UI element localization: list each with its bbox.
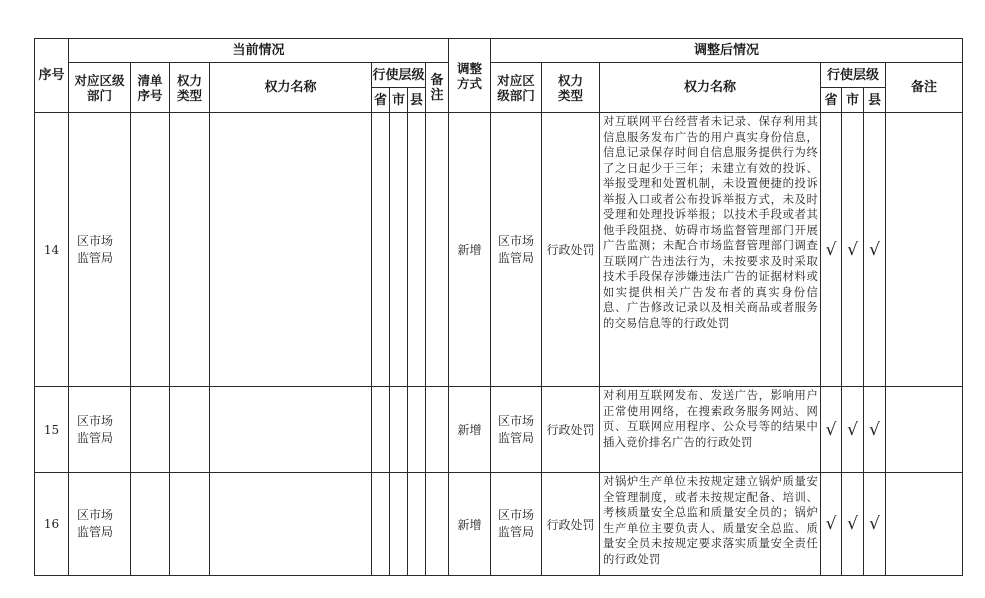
header-current-type (170, 63, 210, 113)
row-current-county (408, 113, 426, 387)
row-current-county (408, 473, 426, 576)
row-current-city (390, 113, 408, 387)
row-current-remark (426, 387, 449, 473)
header-current-name: 权力名称 (210, 63, 372, 113)
row-adjusted-remark (886, 113, 963, 387)
row-current-remark (426, 113, 449, 387)
row-adjusted-dept-text: 区市场监管局 (498, 413, 535, 445)
row-current-dept (69, 113, 131, 387)
row-current-name (210, 387, 372, 473)
row-current-name (210, 113, 372, 387)
header-current-dept (69, 63, 131, 113)
header-current-county: 县 (408, 88, 426, 113)
row-current-type (170, 113, 210, 387)
row-adjusted-name: 对利用互联网发布、发送广告，影响用户正常使用网络，在搜索政务服务网站、网页、互联网应用程序、公众号等的结果中插入竞价排名广告的行政处罚 (600, 387, 821, 473)
header-adjust-method (449, 39, 491, 113)
header-list-no-label: 清单序号 (137, 72, 163, 103)
header-adjusted-province: 省 (821, 88, 842, 113)
header-current-dept-label: 对应区级部门 (74, 72, 125, 103)
row-adjusted-remark (886, 387, 963, 473)
row-current-city (390, 473, 408, 576)
row-adjusted-remark (886, 473, 963, 576)
row-county-check: √ (864, 473, 886, 576)
table-row (35, 113, 963, 387)
row-adjusted-type: 行政处罚 (542, 473, 600, 576)
header-adjusted-county: 县 (864, 88, 886, 113)
header-seq: 序号 (35, 39, 69, 113)
table-row (35, 387, 963, 473)
row-city-check: √ (842, 387, 864, 473)
row-current-type (170, 473, 210, 576)
row-adjusted-type: 行政处罚 (542, 113, 600, 387)
header-current-group: 当前情况 (69, 39, 449, 63)
header-adjust-method-label: 调整方式 (457, 60, 483, 91)
row-adjusted-type: 行政处罚 (542, 387, 600, 473)
header-adjusted-city: 市 (842, 88, 864, 113)
header-current-type-label: 权力类型 (176, 72, 202, 103)
row-current-dept (69, 387, 131, 473)
row-current-dept-text: 区市场监管局 (77, 413, 114, 445)
row-adjust-method: 新增 (449, 387, 491, 473)
header-adjusted-dept-label: 对应区级部门 (497, 72, 535, 103)
header-row-1 (35, 39, 963, 63)
row-current-dept-text: 区市场监管局 (77, 508, 114, 539)
header-current-level: 行使层级 (372, 63, 426, 88)
row-list-no (131, 473, 170, 576)
row-current-province (372, 387, 390, 473)
row-seq: 15 (35, 387, 69, 473)
header-adjusted-remark: 备注 (886, 63, 963, 113)
row-city-check: √ (842, 113, 864, 387)
power-list-sheet (34, 38, 963, 576)
header-current-province: 省 (372, 88, 390, 113)
row-adjusted-name: 对锅炉生产单位未按规定建立锅炉质量安全管理制度，或者未按规定配备、培训、考核质量安全总监和质量安全员的；锅炉生产单位主要负责人、质量安全总监、质量安全员未按规定要求落实质量安全责任的行政处罚 (600, 473, 821, 576)
row-list-no (131, 113, 170, 387)
row-adjust-method: 新增 (449, 113, 491, 387)
power-adjustment-table (34, 38, 963, 576)
row-current-dept (69, 473, 131, 576)
header-current-remark (426, 63, 449, 113)
row-adjusted-name: 对互联网平台经营者未记录、保存利用其信息服务发布广告的用户真实身份信息，信息记录保存时间自信息服务提供行为终了之日起少于三年；未建立有效的投诉、举报受理和处置机制，未设置便捷的投诉举报入口或者公布投诉举报方式，未及时受理和处理投诉举报；以技术手段或者其他手段阻挠、妨碍市场监督管理部门开展广告监测；未配合市场监督管理部门调查互联网广告违法行为，未按要求及时采取技术手段保存涉嫌违法广告的证据材料或如实提供相关广告发布者的真实身份信息、广告修改记录以及相关商品或者服务的交易信息等的行政处罚 (600, 113, 821, 387)
row-current-remark (426, 473, 449, 576)
row-current-dept-text: 区市场监管局 (77, 233, 114, 265)
row-city-check: √ (842, 473, 864, 576)
header-adjusted-dept (491, 63, 542, 113)
row-current-county (408, 387, 426, 473)
row-seq: 16 (35, 473, 69, 576)
header-current-city: 市 (390, 88, 408, 113)
row-county-check: √ (864, 387, 886, 473)
row-province-check: √ (821, 113, 842, 387)
row-current-province (372, 473, 390, 576)
header-adjusted-group: 调整后情况 (491, 39, 963, 63)
row-adjusted-dept-text: 区市场监管局 (498, 233, 535, 265)
row-current-province (372, 113, 390, 387)
row-current-type (170, 387, 210, 473)
row-adjusted-dept (491, 113, 542, 387)
header-current-remark-label: 备注 (430, 72, 444, 103)
row-adjusted-dept (491, 387, 542, 473)
header-row-2 (35, 63, 963, 88)
row-current-city (390, 387, 408, 473)
row-county-check: √ (864, 113, 886, 387)
header-adjusted-type-label: 权力类型 (558, 72, 584, 103)
row-adjusted-dept (491, 473, 542, 576)
row-adjust-method: 新增 (449, 473, 491, 576)
row-current-name (210, 473, 372, 576)
row-seq: 14 (35, 113, 69, 387)
row-province-check: √ (821, 387, 842, 473)
header-adjusted-type (542, 63, 600, 113)
header-list-no (131, 63, 170, 113)
header-adjusted-level: 行使层级 (821, 63, 886, 88)
header-adjusted-name: 权力名称 (600, 63, 821, 113)
row-list-no (131, 387, 170, 473)
row-adjusted-dept-text: 区市场监管局 (498, 508, 535, 539)
row-province-check: √ (821, 473, 842, 576)
table-row (35, 473, 963, 576)
